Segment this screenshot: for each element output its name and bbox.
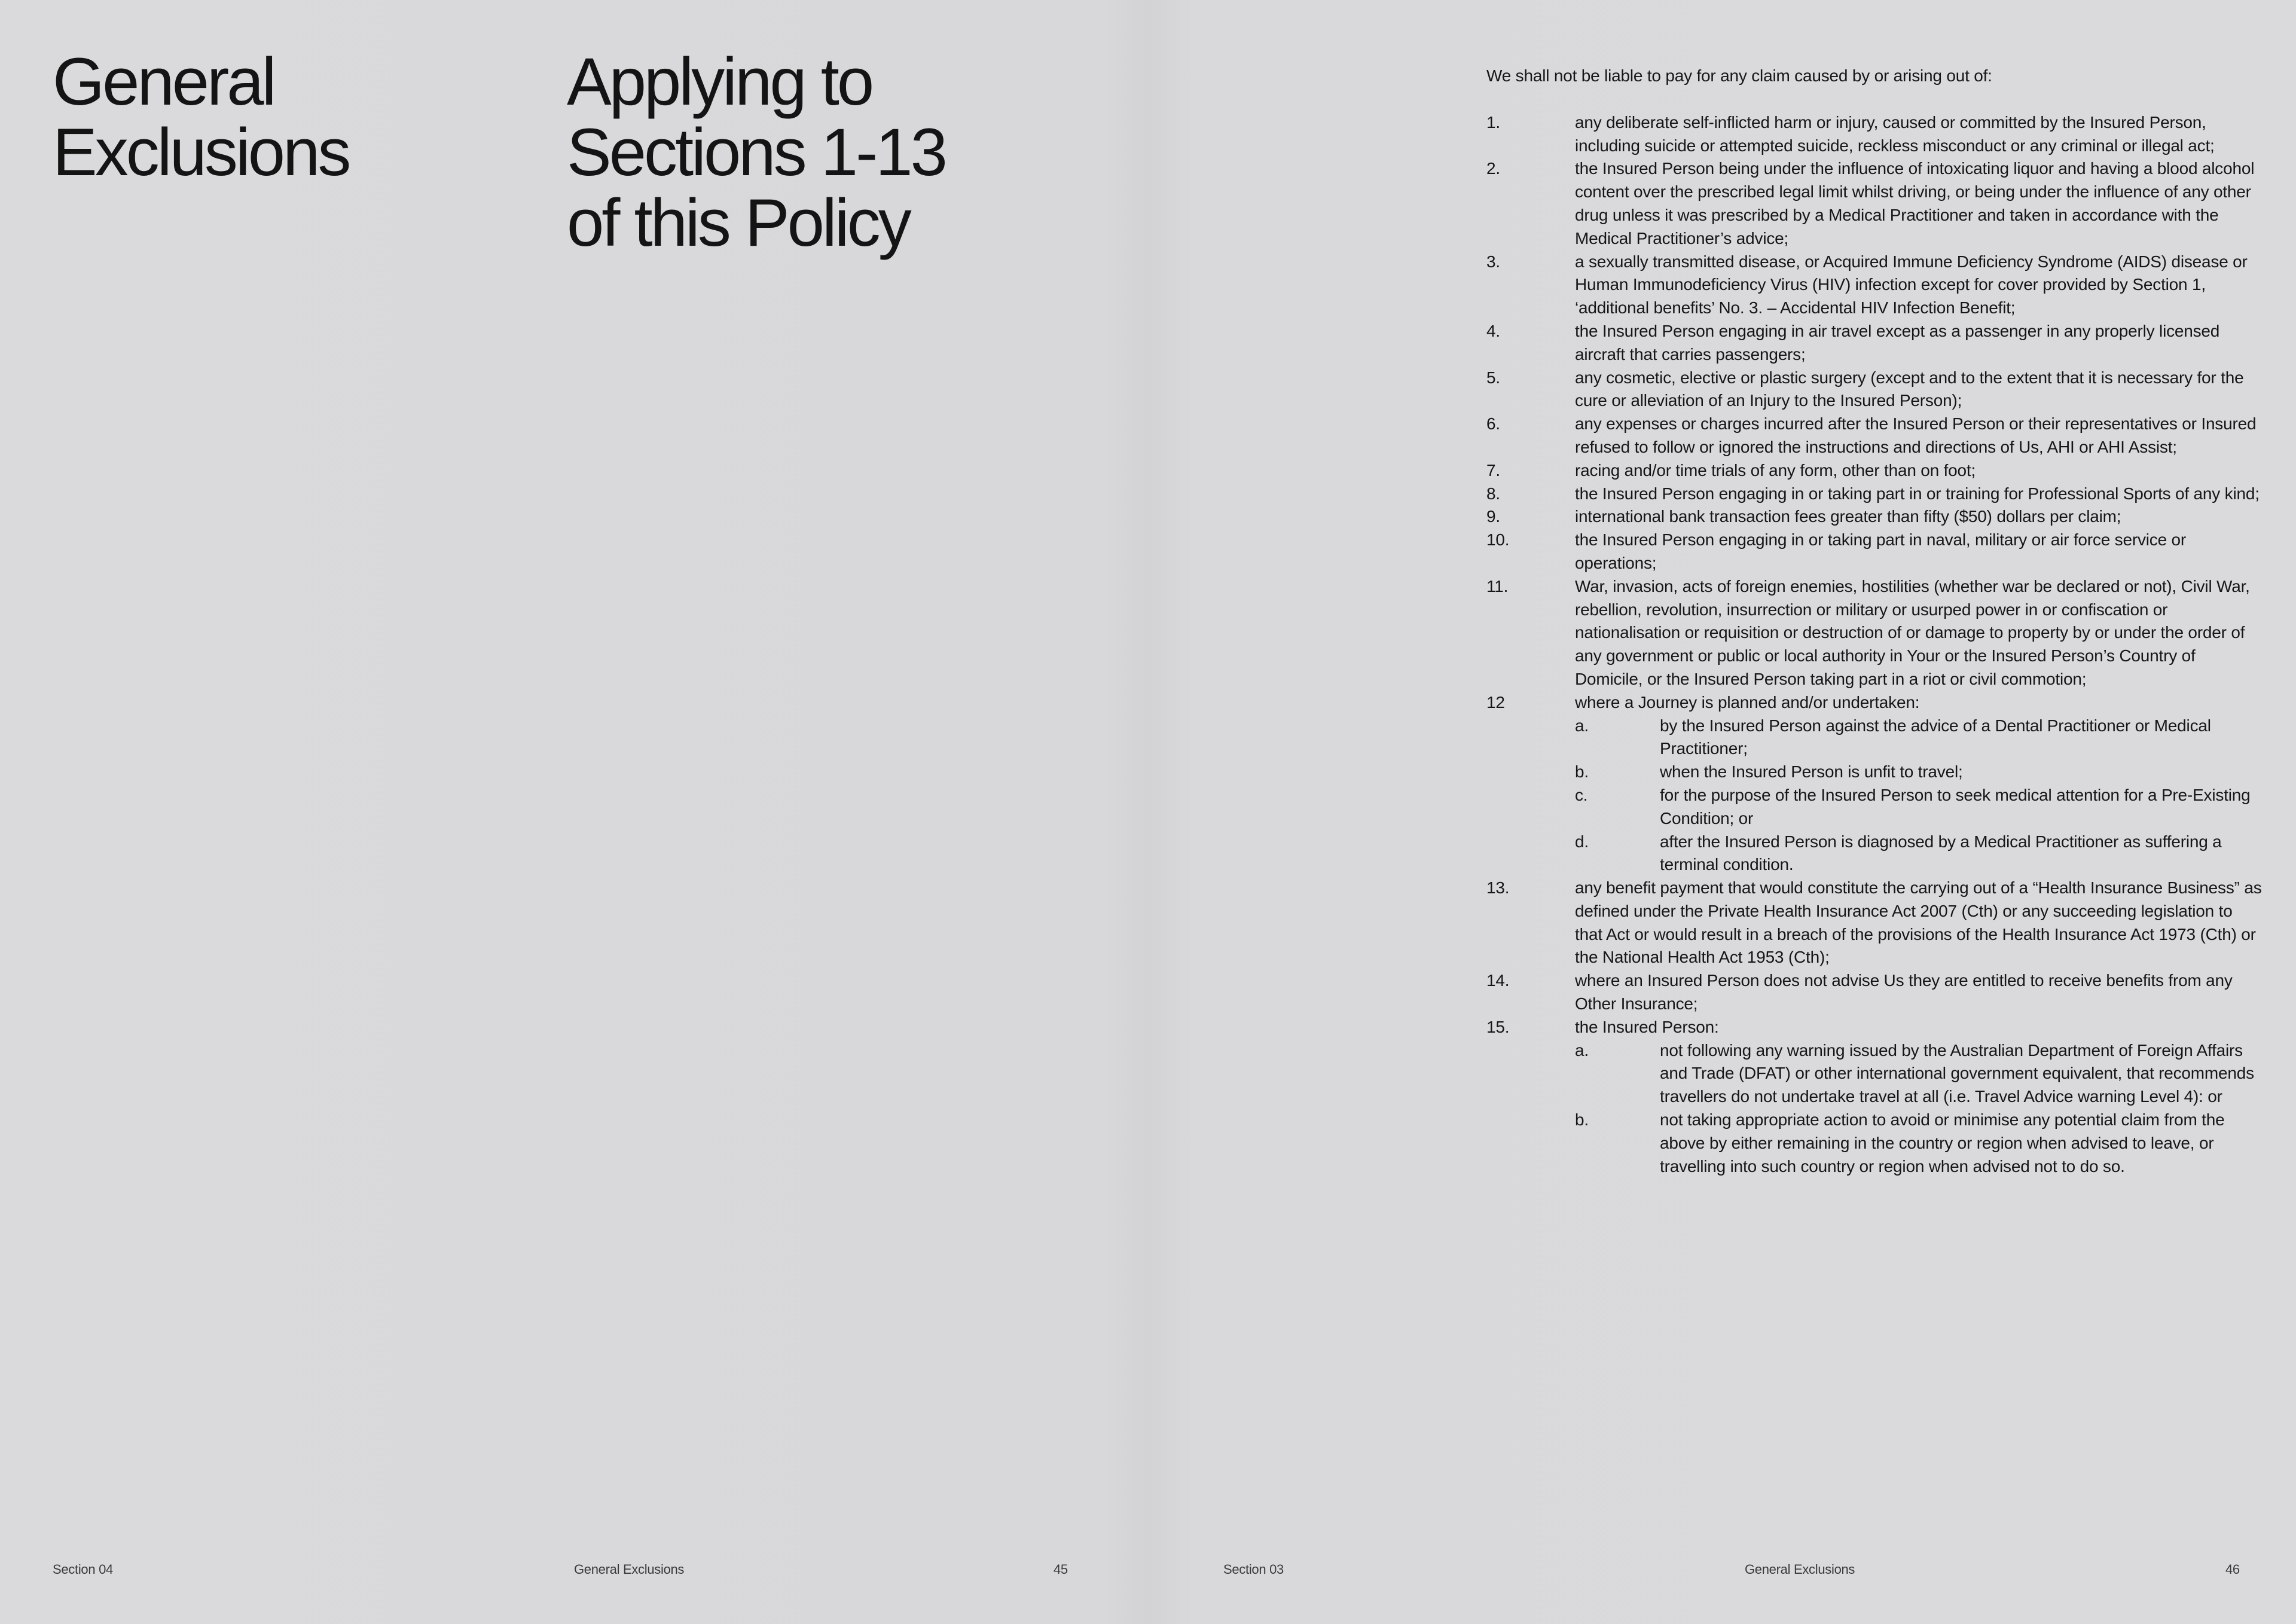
item-text: racing and/or time trials of any form, other than on foot; <box>1575 460 1976 480</box>
sub-item-text: after the Insured Person is diagnosed by a Medical Practitioner as suffering a terminal condition. <box>1660 832 2222 874</box>
footer-section-left: Section 04 <box>53 1562 113 1577</box>
item-number: 13. <box>1486 878 1510 898</box>
list-item <box>1486 691 2264 877</box>
item-number: 15. <box>1486 1017 1510 1036</box>
sub-item-text: by the Insured Person against the advice of a Dental Practitioner or Medical Practitioner; <box>1660 716 2211 758</box>
item-text: any benefit payment that would constitute the carrying out of a “Health Insurance Business” as defined under the Private Health Insurance Act 2007 (Cth) or any succeeding legislation to that Act or would result in a breach of the provisions of the Health Insurance Act 1973 (Cth) or the National Health Act 1953 (Cth); <box>1575 878 2262 967</box>
list-item <box>1486 877 2264 969</box>
item-text: international bank transaction fees greater than fifty ($50) dollars per claim; <box>1575 507 2121 526</box>
footer-page-number-right: 46 <box>2225 1562 2240 1577</box>
item-number: 12 <box>1486 692 1505 712</box>
item-text <box>1575 1016 2264 1179</box>
sub-list-item <box>1575 784 2264 831</box>
sub-item-text: for the purpose of the Insured Person to seek medical attention for a Pre-Existing Condition; or <box>1660 785 2251 828</box>
item-text: War, invasion, acts of foreign enemies, hostilities (whether war be declared or not), Civil War, rebellion, revolution, insurrection or military or usurped power in or confiscation or nationalisation or requisition or destruction of or damage to property by or under the order of any government or public or local authority in Your or the Insured Person’s Country of Domicile, or the Insured Person taking part in a riot or civil commotion; <box>1575 576 2250 688</box>
sub-item-text: not following any warning issued by the Australian Department of Foreign Affairs and Trade (DFAT) or other international government equivalent, that recommends travellers do not undertake travel at all (i.e. Travel Advice warning Level 4): or <box>1660 1040 2254 1106</box>
sub-list-item <box>1575 831 2264 877</box>
sub-item-letter: b. <box>1575 1110 1589 1130</box>
heading-general-exclusions: General Exclusions <box>53 44 349 190</box>
item-text: a sexually transmitted disease, or Acquired Immune Deficiency Syndrome (AIDS) disease or Human Immunodeficiency Virus (HIV) infection except for cover provided by Section 1, ‘additional benefits’ No. 3. – Accidental HIV Infection Benefit; <box>1575 252 2248 318</box>
sub-item-letter: c. <box>1575 785 1588 804</box>
sub-list-item <box>1575 1109 2264 1178</box>
item-text <box>1575 691 2264 877</box>
item-text: any deliberate self-inflicted harm or injury, caused or committed by the Insured Person, including suicide or attempted suicide, reckless misconduct or any criminal or illegal act; <box>1575 112 2215 155</box>
list-item <box>1486 320 2264 367</box>
list-item <box>1486 367 2264 413</box>
list-item <box>1486 483 2264 506</box>
sub-item-text: when the Insured Person is unfit to travel; <box>1660 762 1963 782</box>
list-item <box>1486 529 2264 575</box>
sub-list-item <box>1575 715 2264 761</box>
item-number: 10. <box>1486 530 1510 550</box>
right-page <box>1148 0 2296 1624</box>
list-item <box>1486 575 2264 691</box>
list-item <box>1486 413 2264 459</box>
item-number: 4. <box>1486 321 1500 340</box>
item-number: 9. <box>1486 507 1500 526</box>
item-number: 14. <box>1486 971 1510 990</box>
item-number: 7. <box>1486 460 1500 480</box>
list-item <box>1486 1016 2264 1179</box>
exclusions-content <box>1486 65 2264 1178</box>
sub-list-item <box>1575 1039 2264 1109</box>
list-item <box>1486 157 2264 250</box>
intro-paragraph: We shall not be liable to pay for any claim caused by or arising out of: <box>1486 66 1992 85</box>
footer-title-left: General Exclusions <box>574 1562 685 1577</box>
item-number: 3. <box>1486 252 1500 271</box>
item-number: 8. <box>1486 484 1500 503</box>
sub-item-letter: b. <box>1575 762 1589 782</box>
item-text: the Insured Person engaging in or taking part in naval, military or air force service or operations; <box>1575 530 2187 572</box>
list-item <box>1486 251 2264 320</box>
list-item <box>1486 505 2264 529</box>
item-number: 11. <box>1486 576 1509 596</box>
item-number: 5. <box>1486 368 1500 387</box>
list-item <box>1486 111 2264 158</box>
item-text: the Insured Person being under the influence of intoxicating liquor and having a blood alcohol content over the prescribed legal limit whilst driving, or being under the influence of any other drug unless it was prescribed by a Medical Practitioner and taken in accordance with the Medical Practitioner’s advice; <box>1575 159 2255 248</box>
item-text: any expenses or charges incurred after the Insured Person or their representatives or Insured refused to follow or ignored the instructions and directions of Us, AHI or AHI Assist; <box>1575 414 2257 456</box>
list-item <box>1486 969 2264 1016</box>
sub-item-letter: a. <box>1575 1040 1589 1060</box>
item-12-lead: where a Journey is planned and/or undertaken: <box>1575 692 1920 712</box>
footer-page-number-left: 45 <box>1054 1562 1068 1577</box>
item-text: the Insured Person engaging in air travel except as a passenger in any properly licensed aircraft that carries passengers; <box>1575 321 2220 364</box>
item-number: 6. <box>1486 414 1500 434</box>
sub-item-letter: a. <box>1575 716 1589 735</box>
item-15-lead: the Insured Person: <box>1575 1017 1719 1036</box>
sub-item-text: not taking appropriate action to avoid or minimise any potential claim from the above by either remaining in the country or region when advised to leave, or travelling into such country or region when advised not to do so. <box>1660 1110 2225 1176</box>
item-text: where an Insured Person does not advise Us they are entitled to receive benefits from any Other Insurance; <box>1575 971 2233 1014</box>
footer-title-right: General Exclusions <box>1745 1562 1855 1577</box>
list-item <box>1486 459 2264 483</box>
item-text: any cosmetic, elective or plastic surgery (except and to the extent that it is necessary for the cure or alleviation of an Injury to the Insured Person); <box>1575 368 2244 410</box>
sub-list-item <box>1575 761 2264 784</box>
heading-applying-to-sections: Applying to Sections 1-13 of this Policy <box>567 44 945 260</box>
item-text: the Insured Person engaging in or taking part in or training for Professional Sports of any kind; <box>1575 484 2260 503</box>
exclusions-list <box>1486 111 2264 1179</box>
footer-section-right: Section 03 <box>1223 1562 1284 1577</box>
sub-item-letter: d. <box>1575 832 1589 851</box>
item-number: 1. <box>1486 112 1500 132</box>
item-number: 2. <box>1486 159 1500 178</box>
